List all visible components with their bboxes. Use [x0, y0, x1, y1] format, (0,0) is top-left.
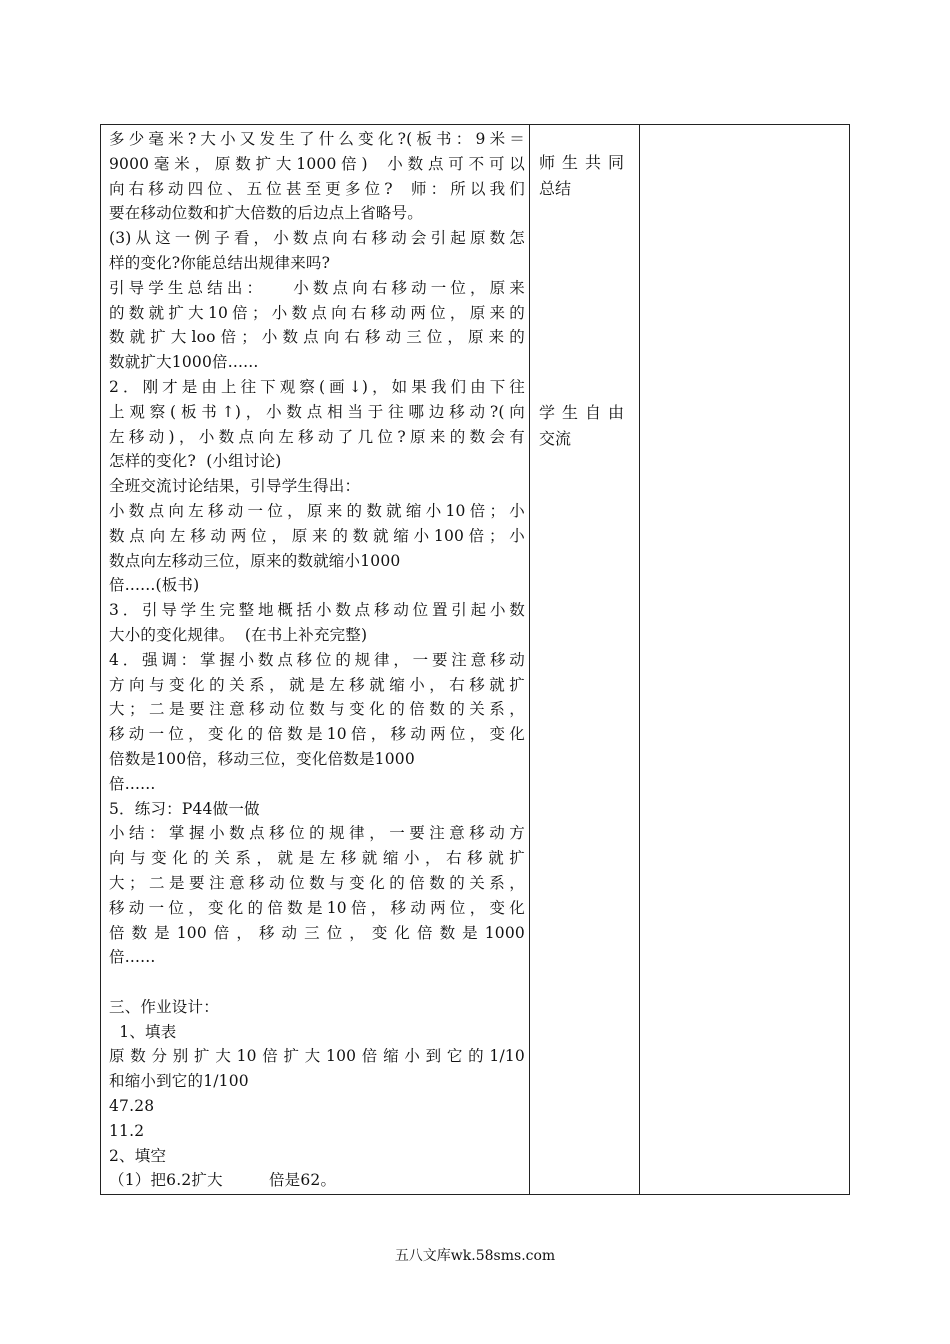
- text-line: 全班交流讨论结果，引导学生得出：: [109, 477, 361, 496]
- text-line: 左移动)，小数点向左移动了几位?原来的数会有: [109, 427, 525, 446]
- text-line: 倍......: [109, 774, 156, 793]
- text-line: 多少毫米?大小又发生了什么变化?(板书：9米＝: [109, 130, 525, 148]
- activity-note-line: 学生自由: [539, 403, 632, 422]
- text-line: 倍数是100倍，移动三位，变化倍数是1000: [109, 923, 525, 942]
- text-line: 要在移动位数和扩大倍数的后边点上省略号。: [109, 204, 424, 223]
- activity-note-line: 交流: [539, 429, 572, 448]
- text-line: 倍......: [109, 948, 156, 967]
- activity-note-exchange: [539, 400, 633, 452]
- text-line: 2、填空: [109, 1146, 167, 1165]
- text-line: 11.2: [109, 1121, 145, 1140]
- text-line: 数就扩大loo倍；小数点向右移动三位，原来的: [109, 328, 525, 347]
- text-line: 怎样的变化? (小组讨论): [109, 452, 282, 471]
- text-line: 3．引导学生完整地概括小数点移动位置引起小数: [109, 601, 525, 620]
- text-line: 小数点向左移动一位，原来的数就缩小10倍；小: [109, 501, 525, 520]
- activity-note-line: 总结: [539, 179, 572, 198]
- text-line: (3)从这一例子看，小数点向右移动会引起原数怎: [109, 229, 525, 248]
- text-line: 大；二是要注意移动位数与变化的倍数的关系，: [109, 700, 525, 719]
- text-line: 移动一位，变化的倍数是10倍，移动两位，变化: [109, 898, 525, 917]
- teaching-process-column: [101, 125, 530, 1194]
- text-line: 和缩小到它的1/100: [109, 1072, 249, 1091]
- text-line: （1）把6.2扩大 倍是62。: [109, 1171, 337, 1190]
- text-line: [109, 970, 525, 995]
- text-line: 大小的变化规律。 (在书上补充完整): [109, 625, 368, 644]
- activity-note-line: 师生共同: [539, 153, 632, 172]
- text-line: 数点向左移动两位，原来的数就缩小100倍；小: [109, 526, 525, 545]
- text-line: 47.28: [109, 1097, 155, 1116]
- text-line: 4．强调：掌握小数点移位的规律，一要注意移动: [109, 650, 525, 669]
- text-line: 5．练习：P44做一做: [109, 799, 260, 818]
- text-line: 三、作业设计：: [109, 997, 219, 1016]
- text-line: 数就扩大1000倍......: [109, 353, 259, 372]
- text-line: 原数分别扩大10倍扩大100倍缩小到它的1/10: [109, 1047, 525, 1066]
- text-line: 向与变化的关系，就是左移就缩小，右移就扩: [109, 849, 525, 868]
- text-line: 向右移动四位、五位甚至更多位? 师：所以我们: [109, 179, 525, 198]
- text-line: 小结：掌握小数点移位的规律，一要注意移动方: [109, 824, 525, 843]
- footer-watermark: 五八文库wk.58sms.com: [394, 1248, 556, 1264]
- text-line: 1、填表: [109, 1022, 177, 1041]
- text-line: 大；二是要注意移动位数与变化的倍数的关系，: [109, 873, 525, 892]
- text-line: 倍......(板书): [109, 576, 200, 595]
- text-line: 方向与变化的关系，就是左移就缩小，右移就扩: [109, 675, 525, 694]
- activity-note-summary: [539, 150, 633, 202]
- student-activity-column: [530, 125, 640, 1194]
- text-line: 2．刚才是由上往下观察(画↓)，如果我们由下往: [109, 377, 525, 396]
- text-line: 上观察(板书↑)，小数点相当于往哪边移动?(向: [109, 402, 525, 421]
- text-line: 9000毫米，原数扩大1000倍) 小数点可不可以: [109, 154, 525, 173]
- lesson-plan-table: [100, 124, 850, 1195]
- text-line: 倍数是100倍，移动三位，变化倍数是1000: [109, 749, 415, 768]
- text-line: 样的变化?你能总结出规律来吗?: [109, 253, 331, 272]
- text-line: 引导学生总结出： 小数点向右移动一位，原来: [109, 278, 525, 297]
- text-line: 的数就扩大10倍；小数点向右移动两位，原来的: [109, 303, 525, 322]
- notes-column: [640, 125, 849, 1194]
- text-line: 移动一位，变化的倍数是10倍，移动两位，变化: [109, 725, 525, 744]
- text-line: 数点向左移动三位，原来的数就缩小1000: [109, 551, 401, 570]
